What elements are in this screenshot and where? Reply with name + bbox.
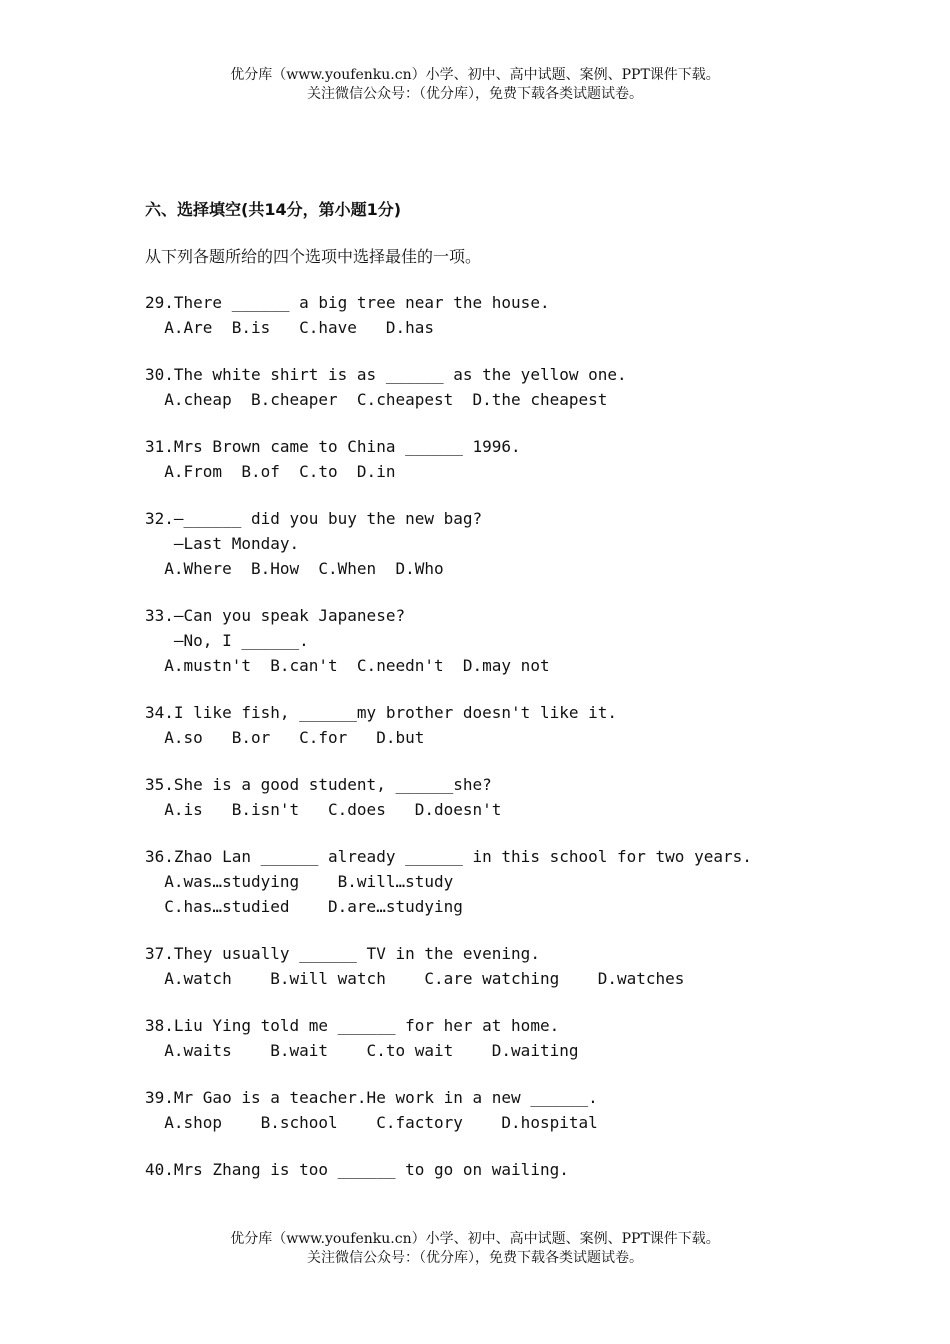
question-37-stem: 37.They usually ______ TV in the evening. (145, 944, 540, 963)
header-line-1: 优分库（www.youfenku.cn）小学、初中、高中试题、案例、PPT课件下载。 (230, 67, 720, 83)
question-35-stem: 35.She is a good student, ______she? (145, 775, 492, 794)
question-29-options: A.Are B.is C.have D.has (145, 318, 434, 337)
section-instruction: 从下列各题所给的四个选项中选择最佳的一项。 (145, 247, 482, 266)
header-line-2: 关注微信公众号：（优分库），免费下载各类试题试卷。 (307, 86, 643, 102)
question-31-options: A.From B.of C.to D.in (145, 462, 396, 481)
footer-line-2: 关注微信公众号：（优分库），免费下载各类试题试卷。 (307, 1250, 643, 1266)
question-35-options: A.is B.isn't C.does D.doesn't (145, 800, 502, 819)
question-30-options: A.cheap B.cheaper C.cheapest D.the cheapest (145, 390, 608, 409)
question-32-options: A.Where B.How C.When D.Who (145, 559, 444, 578)
question-33-reply: —No, I ______. (145, 631, 309, 650)
question-34-options: A.so B.or C.for D.but (145, 728, 425, 747)
question-36-stem: 36.Zhao Lan ______ already ______ in this school for two years. (145, 847, 752, 866)
question-34-stem: 34.I like fish, ______my brother doesn't like it. (145, 703, 618, 722)
question-29-stem: 29.There ______ a big tree near the house. (145, 293, 550, 312)
question-32-stem: 32.—______ did you buy the new bag? (145, 509, 483, 528)
question-36-options-2: C.has…studied D.are…studying (145, 897, 463, 916)
question-38-stem: 38.Liu Ying told me ______ for her at home. (145, 1016, 560, 1035)
section-title: 六、选择填空(共14分，第小题1分) (145, 200, 402, 219)
footer-line-1: 优分库（www.youfenku.cn）小学、初中、高中试题、案例、PPT课件下载。 (230, 1231, 720, 1247)
question-30-stem: 30.The white shirt is as ______ as the yellow one. (145, 365, 627, 384)
question-37-options: A.watch B.will watch C.are watching D.watches (145, 969, 685, 988)
question-33-stem: 33.—Can you speak Japanese? (145, 606, 406, 625)
question-31-stem: 31.Mrs Brown came to China ______ 1996. (145, 437, 521, 456)
footer-banner (0, 1230, 950, 1268)
question-32-reply: —Last Monday. (145, 534, 300, 553)
question-39-stem: 39.Mr Gao is a teacher.He work in a new ______. (145, 1088, 598, 1107)
header-banner (0, 66, 950, 104)
question-39-options: A.shop B.school C.factory D.hospital (145, 1113, 598, 1132)
question-38-options: A.waits B.wait C.to wait D.waiting (145, 1041, 579, 1060)
question-40-stem: 40.Mrs Zhang is too ______ to go on wailing. (145, 1160, 569, 1179)
question-36-options: A.was…studying B.will…study (145, 872, 454, 891)
question-33-options: A.mustn't B.can't C.needn't D.may not (145, 656, 550, 675)
